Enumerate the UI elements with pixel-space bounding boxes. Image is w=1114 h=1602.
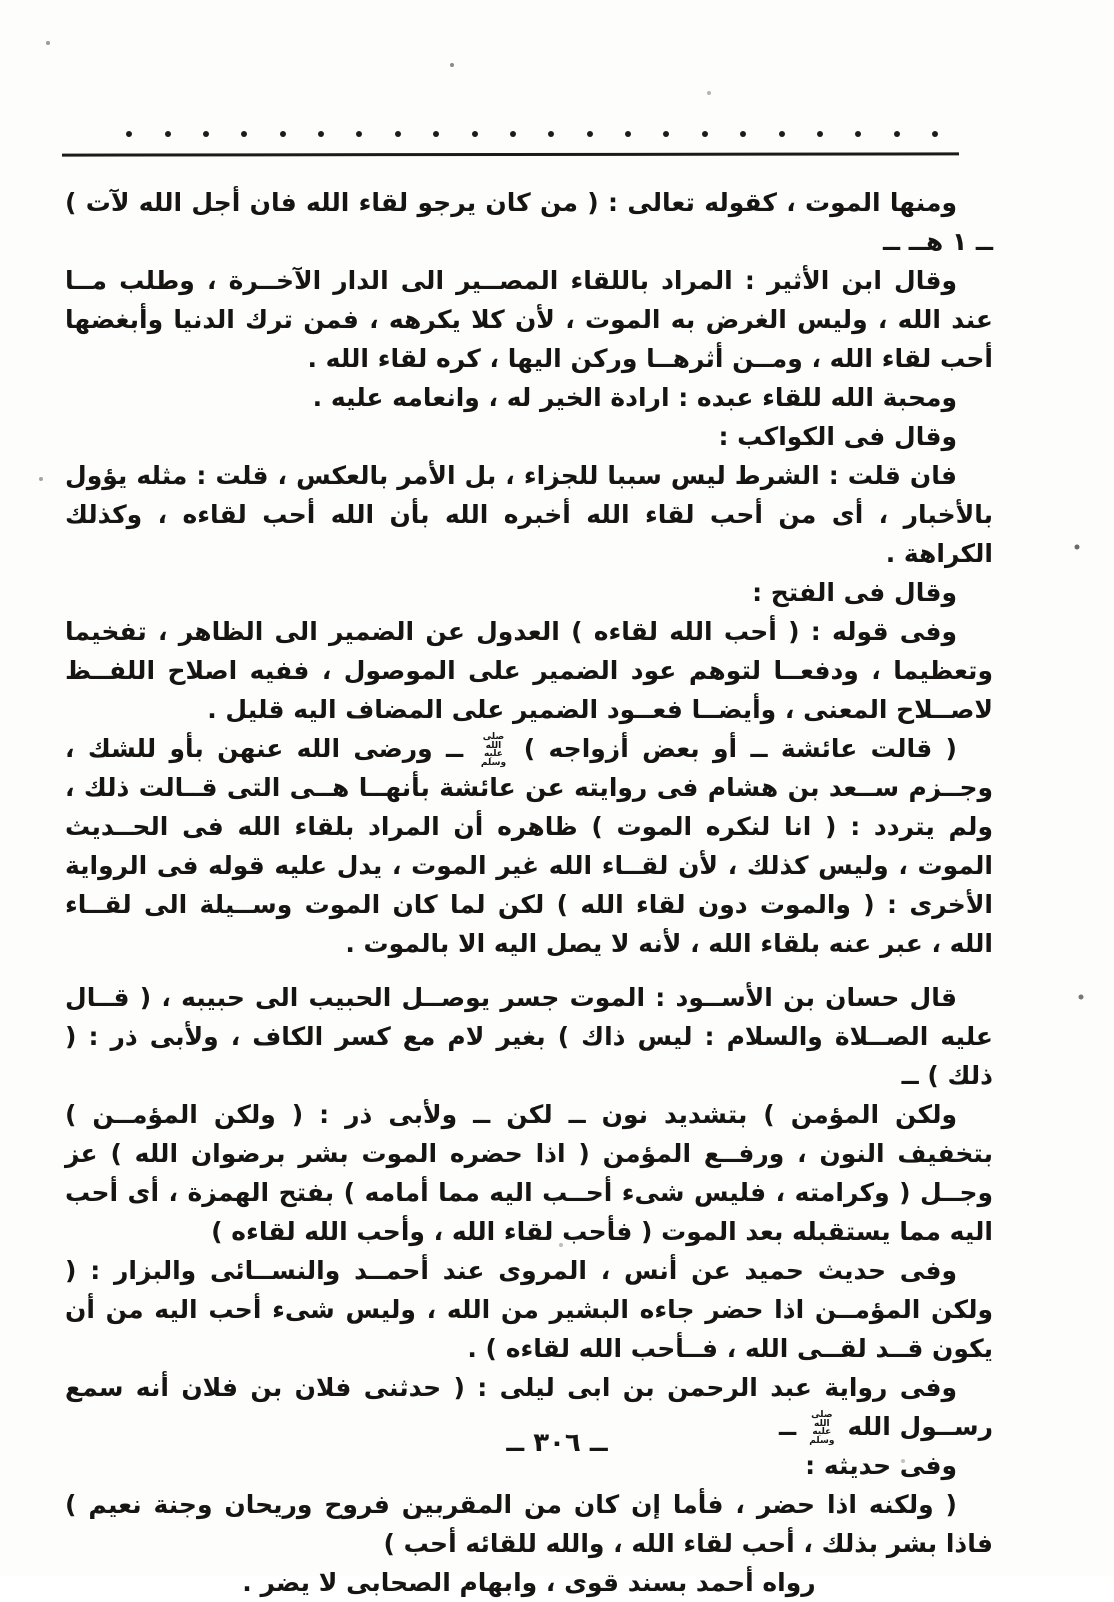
paragraph: وقال ابن الأثير : المراد باللقاء المصــير الى الدار الآخــرة ، وطلب مــا عند الله ، وليس الغرض به الموت ، لأن كلا يكرهه ، فمن ترك الدنيا وأبغضها أحب لقاء الله ، ومــن أثرهــا وركن اليها ، كره لقاء الله . — [65, 266, 993, 373]
dot — [625, 131, 631, 137]
paragraph: ومحبة الله للقاء عبده : ارادة الخير له ، وانعامه عليه . — [312, 383, 957, 412]
dot — [165, 131, 171, 137]
paragraph: رواه أحمد بسند قوى ، وابهام الصحابى لا يضر . — [242, 1568, 816, 1597]
salla-mark: صلى الله عليه وسلم — [480, 732, 507, 768]
scan-specks — [0, 0, 2, 2]
dot — [472, 131, 478, 137]
paragraph: ولكن المؤمن ) بتشديد نون ــ لكن ــ ولأبى ذر : ( ولكن المؤمــن ) بتخفيف النون ، ورفــع المؤمن ( اذا حضره الموت بشر برضوان الله ) عز وجــل ( وكرامته ، فليس شىء أحــب اليه مما أمامه ) بفتح الهمزة ، أى أحب اليه مما يستقبله بعد الموت ( فأحب لقاء الله ، وأحب الله لقاءه ) — [65, 1100, 993, 1246]
paragraph: وقال فى الفتح : — [752, 578, 957, 607]
dot — [433, 131, 439, 137]
paragraph: ( قالت عائشة ــ أو بعض أزواجه ) صلى الله عليه وسلم ــ ورضى الله عنهن بأو للشك ، وجــزم ســعد بن هشام فى روايته عن عائشة بأنهــا هــى التى قــالت ذلك ، ولم يتردد : ( انا لنكره الموت ) ظاهره أن المراد بلقاء الله فى الحــديث الموت ، وليس كذلك ، لأن لقــاء الله غير الموت ، يدل عليه قوله فى الرواية الأخرى : ( والموت دون لقاء الله ) لكن لما كان الموت وســيلة الى لقــاء الله ، عبر عنه بلقاء الله ، لأنه لا يصل اليه الا بالموت . — [65, 732, 993, 958]
dot — [280, 131, 286, 137]
dot — [894, 131, 900, 137]
text-block — [65, 183, 993, 1602]
paragraph: وقال فى الكواكب : — [718, 422, 957, 451]
dot — [817, 131, 823, 137]
paragraph: وفى حديث حميد عن أنس ، المروى عند أحمــد والنســائى والبزار : ( ولكن المؤمــن اذا حضر جاءه البشير من الله ، وليس شىء أحب اليه من أن يكون قــد لقــى الله ، فــأحب الله لقاءه ) . — [65, 1256, 993, 1363]
salla-mark: صلى الله عليه وسلم — [809, 1410, 835, 1446]
paragraph: وفى حديثه : — [805, 1451, 957, 1480]
dot — [740, 131, 746, 137]
dots-row — [126, 131, 938, 137]
dot — [356, 131, 362, 137]
paragraph: وفى قوله : ( أحب الله لقاءه ) العدول عن الضمير الى الظاهر ، تفخيما وتعظيما ، ودفعــا لتوهم عود الضمير على الموصول ، ففيه اصلاح اللفــظ لاصــلاح المعنى ، وأيضــا فعــود الضمير على المضاف اليه قليل . — [65, 617, 993, 724]
paragraph: ( ولكنه اذا حضر ، فأما إن كان من المقربين فروح وريحان وجنة نعيم ) فاذا بشر بذلك ، أحب لقاء الله ، والله للقائه أحب ) — [65, 1490, 993, 1558]
paragraph: وفى رواية عبد الرحمن بن ابى ليلى : ( حدثنى فلان بن فلان أنه سمع رســول الله صلى الله عليه وسلم ــ — [65, 1373, 993, 1446]
header-rule — [62, 152, 959, 156]
dot — [203, 131, 209, 137]
dot — [779, 131, 785, 137]
page-number: ــ ٣٠٦ ــ — [506, 1428, 608, 1458]
dot — [663, 131, 669, 137]
paragraph: فان قلت : الشرط ليس سببا للجزاء ، بل الأمر بالعكس ، قلت : مثله يؤول بالأخبار ، أى من أحب لقاء الله أخبره الله بأن الله أحب لقاءه ، وكذلك الكراهة . — [65, 461, 993, 568]
dot — [510, 131, 516, 137]
dot — [241, 131, 247, 137]
paragraph: ومنها الموت ، كقوله تعالى : ( من كان يرجو لقاء الله فان أجل الله لآت ) ــ ١ هــ ــ — [65, 188, 993, 256]
paragraph: قال حسان بن الأســود : الموت جسر يوصــل الحبيب الى حبيبه ، ( قــال عليه الصــلاة والسلام : ليس ذاك ) بغير لام مع كسر الكاف ، ولأبى ذر : ( ذلك ) ــ — [65, 983, 993, 1090]
dot — [855, 131, 861, 137]
dot — [587, 131, 593, 137]
dot — [932, 131, 938, 137]
dot — [548, 131, 554, 137]
dot — [702, 131, 708, 137]
dot — [395, 131, 401, 137]
dot — [318, 131, 324, 137]
dot — [126, 131, 132, 137]
